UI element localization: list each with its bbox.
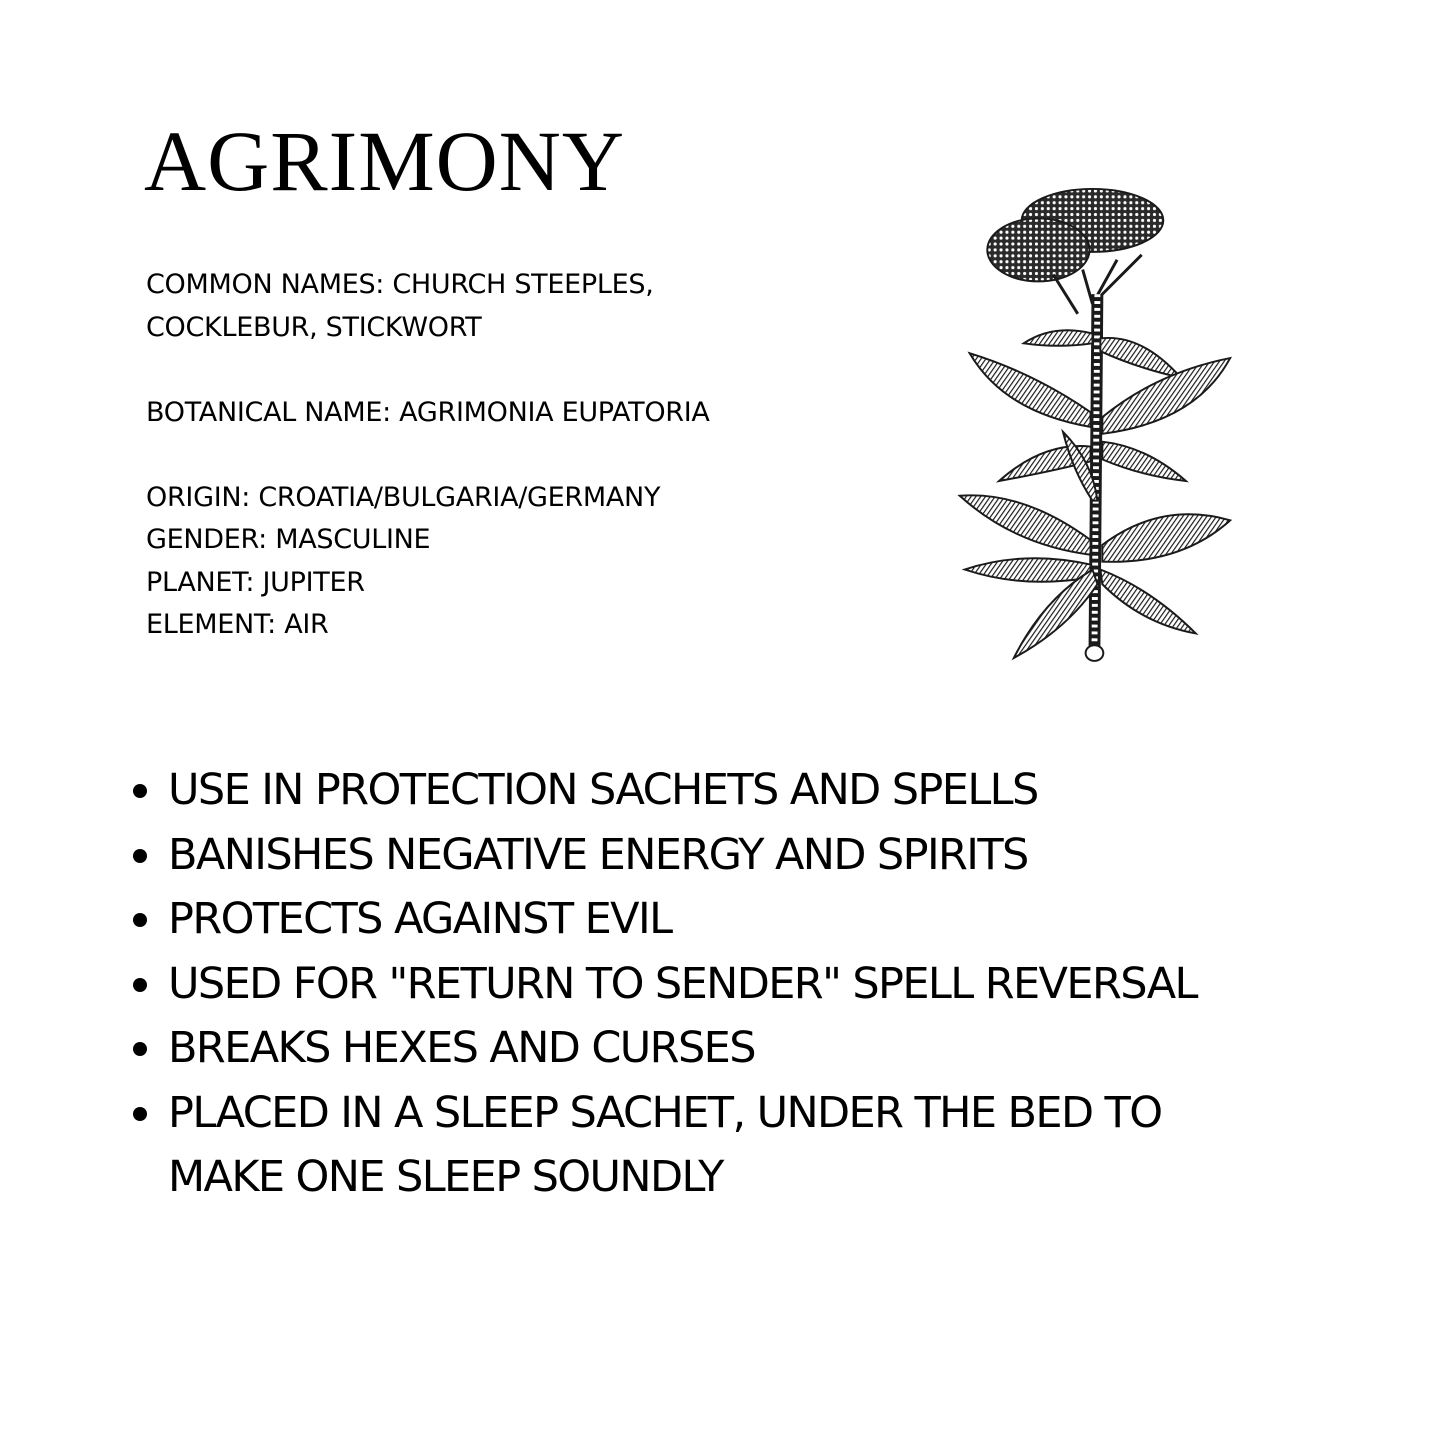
use-text: PLACED IN A SLEEP SACHET, UNDER THE BED TO MAKE ONE SLEEP SOUNDLY [168,1087,1162,1202]
planet: PLANET: JUPITER [146,566,365,598]
common-names-line-2: COCKLEBUR, STICKWORT [146,311,482,343]
list-item [128,758,1288,823]
bullet-icon [133,978,147,992]
spacer [146,349,710,392]
element: ELEMENT: AIR [146,609,329,640]
agrimony-plant-illustration [945,172,1240,672]
bullet-icon [133,849,147,863]
common-names-line-1: COMMON NAMES: CHURCH STEEPLES, [146,269,654,300]
uses-list [128,758,1288,1210]
plant-icon [945,172,1240,672]
spacer [146,434,710,477]
use-text: BREAKS HEXES AND CURSES [168,1023,755,1073]
use-text: PROTECTS AGAINST EVIL [168,894,672,944]
bullet-icon [133,913,147,927]
list-item [128,1081,1288,1210]
origin: ORIGIN: CROATIA/BULGARIA/GERMANY [146,481,661,513]
bullet-icon [133,1107,147,1121]
list-item [128,887,1288,952]
bullet-icon [133,784,147,798]
list-item [128,952,1288,1017]
list-item [128,823,1288,888]
gender: GENDER: MASCULINE [146,524,431,555]
herb-info [146,264,710,647]
use-text: BANISHES NEGATIVE ENERGY AND SPIRITS [168,829,1028,880]
use-text: USE IN PROTECTION SACHETS AND SPELLS [168,765,1038,815]
botanical-name: BOTANICAL NAME: AGRIMONIA EUPATORIA [146,396,710,428]
list-item [128,1016,1288,1081]
use-text: USED FOR "RETURN TO SENDER" SPELL REVERSAL [168,958,1197,1009]
bullet-icon [133,1042,147,1056]
page-title: AGRIMONY [144,113,625,209]
